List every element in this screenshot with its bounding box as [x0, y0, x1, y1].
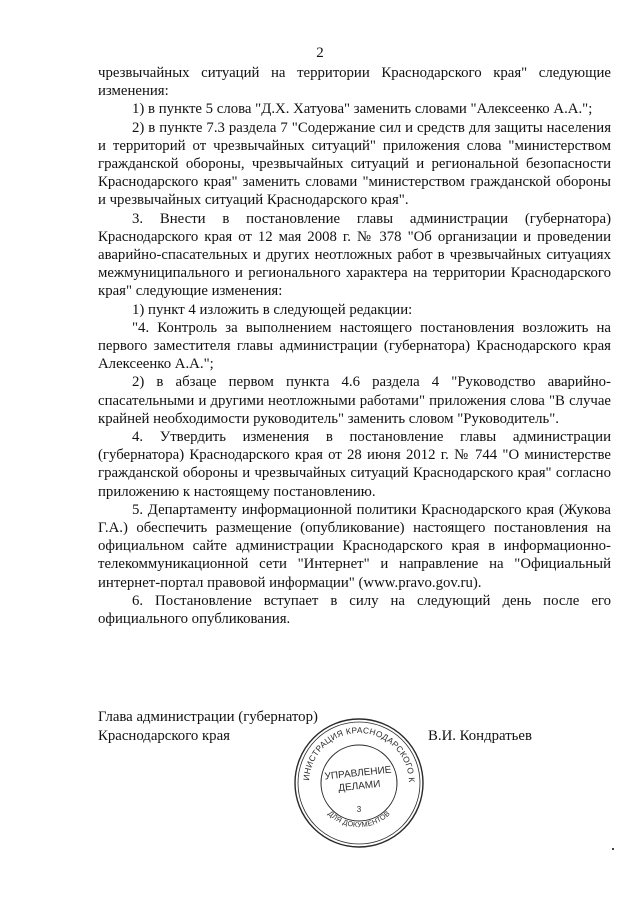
- paragraph-section-6: 6. Постановление вступает в силу на следующий день после его официального опубликования.: [98, 592, 611, 628]
- paragraph-section-3: 3. Внести в постановление главы администрации (губернатора) Краснодарского края от 12 мая 2008 г. № 378 "Об организации и проведении аварийно-спасательных и других неотложных работ в чрезвычайных ситуациях межмуниципального и регионального характера на территории Краснодарского края" следующие изменения:: [98, 210, 611, 300]
- signatory-name: В.И. Кондратьев: [428, 728, 532, 744]
- paragraph-item-1: 1) в пункте 5 слова "Д.Х. Хатуова" заменить словами "Алексеенко А.А.";: [132, 101, 593, 118]
- paragraph-new-wording: "4. Контроль за выполнением настоящего постановления возложить на первого заместителя главы администрации (губернатора) Краснодарского края Алексеенко А.А.";: [98, 319, 611, 373]
- paragraph-section-3-item-1: 1) пункт 4 изложить в следующей редакции:: [132, 301, 413, 318]
- document-body: [98, 64, 611, 628]
- stamp-inner-line-2: ДЕЛАМИ: [337, 778, 381, 795]
- scan-speck: [612, 848, 614, 850]
- stamp-outer-text: ИНИСТРАЦИЯ КРАСНОДАРСКОГО К: [300, 724, 418, 783]
- page-number: 2: [316, 45, 324, 61]
- stamp-bottom-text: ДЛЯ ДОКУМЕНТОВ: [326, 808, 392, 830]
- paragraph-section-3-item-2: 2) в абзаце первом пункта 4.6 раздела 4 "Руководство аварийно-спасательными и другими неотложными работами" приложения слова "В случае крайней необходимости руководитель" заменить словом "Руководитель".: [98, 374, 611, 427]
- signature-title-line-1: Глава администрации (губернатор): [98, 709, 318, 725]
- paragraph-section-5: 5. Департаменту информационной политики Краснодарского края (Жукова Г.А.) обеспечить размещение (опубликование) настоящего постановления на официальном сайте администрации Краснодарского края в информационно-телекоммуникационной сети "Интернет" и направление на "Официальный интернет-портал правовой информации" (www.pravo.gov.ru).: [98, 501, 611, 591]
- official-stamp: [292, 716, 426, 850]
- paragraph-section-4: 4. Утвердить изменения в постановление главы администрации (губернатора) Краснодарского края от 28 июня 2012 г. № 744 "О министерстве гражданской обороны и чрезвычайных ситуаций Краснодарского края" согласно приложению к настоящему постановлению.: [98, 429, 611, 500]
- stamp-inner-line-1: УПРАВЛЕНИЕ: [324, 764, 392, 783]
- signature-title-line-2: Краснодарского края: [98, 728, 230, 744]
- stamp-number: 3: [356, 805, 362, 814]
- paragraph-item-2: 2) в пункте 7.3 раздела 7 "Содержание сил и средств для защиты населения и территорий от чрезвычайных ситуаций" приложения слова "министерством гражданской обороны, чрезвычайных ситуаций и региональной безопасности Краснодарского края" заменить словами "министерством гражданской обороны и чрезвычайных ситуаций Краснодарского края".: [98, 119, 611, 209]
- paragraph-continuation: чрезвычайных ситуаций на территории Краснодарского края" следующие изменения:: [98, 65, 611, 100]
